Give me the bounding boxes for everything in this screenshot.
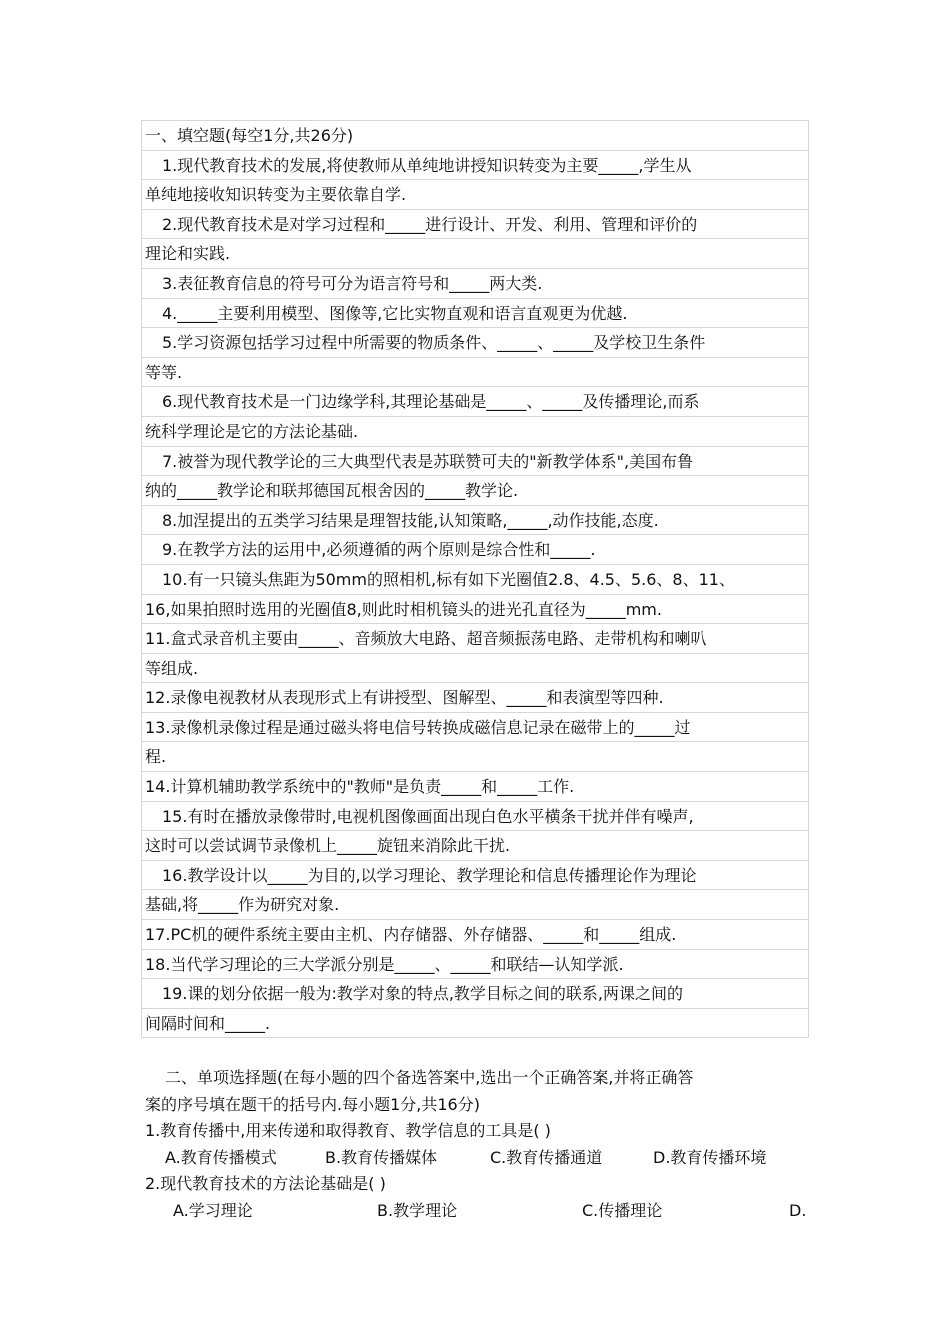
question-line: 9.在教学方法的运用中,必须遵循的两个原则是综合性和_____.: [141, 535, 809, 565]
question-line: 5.学习资源包括学习过程中所需要的物质条件、_____、_____及学校卫生条件: [141, 328, 809, 358]
question-line: 纳的_____教学论和联邦德国瓦根舍因的_____教学论.: [141, 476, 809, 506]
question-line: 2.现代教育技术是对学习过程和_____进行设计、开发、利用、管理和评价的: [141, 210, 809, 240]
section2-heading-line2: 案的序号填在题干的括号内.每小题1分,共16分): [145, 1094, 480, 1114]
question-line: 单纯地接收知识转变为主要依靠自学.: [141, 180, 809, 210]
multiple-choice-section: [145, 1065, 809, 1224]
q1-option-c: C.教育传播通道: [490, 1147, 603, 1167]
question-line: 14.计算机辅助教学系统中的"教师"是负责_____和_____工作.: [141, 772, 809, 802]
q2-option-d: D.: [789, 1200, 807, 1220]
q2-option-a: A.学习理论: [173, 1200, 253, 1220]
question-line: 7.被誉为现代教学论的三大典型代表是苏联赞可夫的"新教学体系",美国布鲁: [141, 447, 809, 477]
q2-option-c: C.传播理论: [582, 1200, 663, 1220]
question-line: 基础,将_____作为研究对象.: [141, 890, 809, 920]
q1-option-d: D.教育传播环境: [653, 1147, 767, 1167]
question-line: 19.课的划分依据一般为:教学对象的特点,教学目标之间的联系,两课之间的: [141, 979, 809, 1009]
question-2: 2.现代教育技术的方法论基础是( ): [145, 1174, 386, 1193]
question-line: 理论和实践.: [141, 239, 809, 269]
question-line: 10.有一只镜头焦距为50mm的照相机,标有如下光圈值2.8、4.5、5.6、8、11、: [141, 565, 809, 595]
question-line: 等等.: [141, 358, 809, 388]
section2-heading-line1: 二、单项选择题(在每小题的四个备选答案中,选出一个正确答案,并将正确答: [165, 1068, 694, 1087]
question-line: 15.有时在播放录像带时,电视机图像画面出现白色水平横条干扰并伴有噪声,: [141, 802, 809, 832]
q1-option-a: A.教育传播模式: [165, 1147, 277, 1167]
question-line: 间隔时间和_____.: [141, 1009, 809, 1039]
question-line: 3.表征教育信息的符号可分为语言符号和_____两大类.: [141, 269, 809, 299]
section1-heading: 一、填空题(每空1分,共26分): [141, 121, 809, 151]
question-2-options: [145, 1198, 809, 1225]
question-line: 4._____主要利用模型、图像等,它比实物直观和语言直观更为优越.: [141, 299, 809, 329]
q2-option-b: B.教学理论: [377, 1200, 458, 1220]
question-line: 程.: [141, 742, 809, 772]
question-1: 1.教育传播中,用来传递和取得教育、教学信息的工具是( ): [145, 1121, 551, 1140]
q1-option-b: B.教育传播媒体: [325, 1147, 438, 1167]
question-line: 18.当代学习理论的三大学派分别是_____、_____和联结—认知学派.: [141, 950, 809, 980]
question-line: 12.录像电视教材从表现形式上有讲授型、图解型、_____和表演型等四种.: [141, 683, 809, 713]
fill-in-blank-section: [141, 120, 809, 1038]
question-line: 16,如果拍照时选用的光圈值8,则此时相机镜头的进光孔直径为_____mm.: [141, 595, 809, 625]
question-1-options: [145, 1145, 809, 1172]
question-line: 8.加涅提出的五类学习结果是理智技能,认知策略,_____,动作技能,态度.: [141, 506, 809, 536]
question-line: 16.教学设计以_____为目的,以学习理论、教学理论和信息传播理论作为理论: [141, 861, 809, 891]
question-line: 1.现代教育技术的发展,将使教师从单纯地讲授知识转变为主要_____,学生从: [141, 151, 809, 181]
question-line: 13.录像机录像过程是通过磁头将电信号转换成磁信息记录在磁带上的_____过: [141, 713, 809, 743]
question-line: 等组成.: [141, 654, 809, 684]
question-line: 17.PC机的硬件系统主要由主机、内存储器、外存储器、_____和_____组成.: [141, 920, 809, 950]
question-line: 11.盒式录音机主要由_____、音频放大电路、超音频振荡电路、走带机构和喇叭: [141, 624, 809, 654]
question-line: 这时可以尝试调节录像机上_____旋钮来消除此干扰.: [141, 831, 809, 861]
question-line: 6.现代教育技术是一门边缘学科,其理论基础是_____、_____及传播理论,而系: [141, 387, 809, 417]
question-line: 统科学理论是它的方法论基础.: [141, 417, 809, 447]
